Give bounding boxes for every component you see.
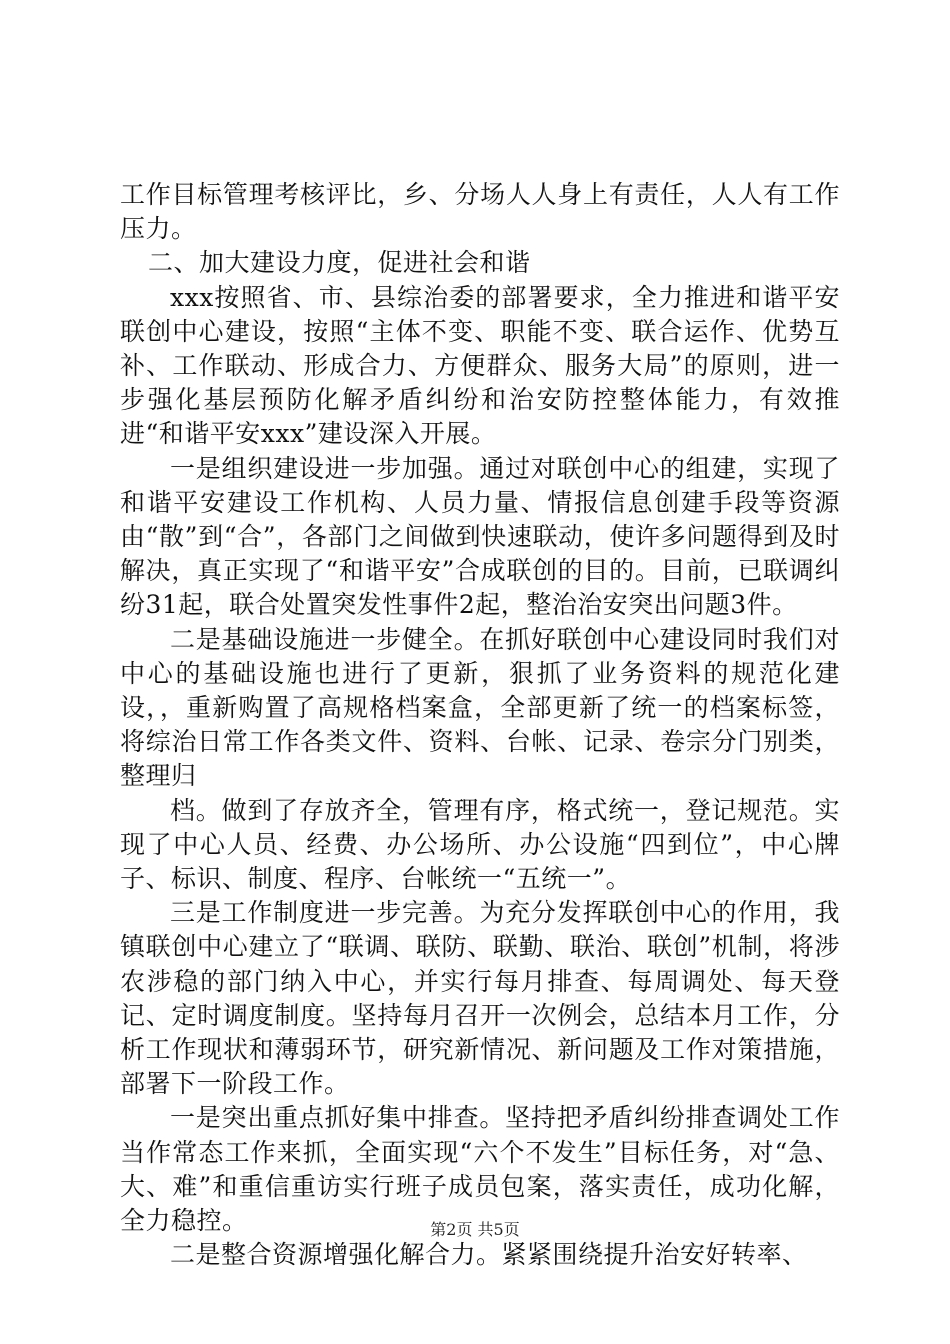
paragraph-resources: 二是整合资源增强化解合力。紧紧围绕提升治安好转率、 [170,1240,808,1270]
paragraph-investigation: 一是突出重点抓好集中排查。坚持把矛盾纠纷排查调处工作当作常态工作来抓，全面实现“六个不发生”目标任务，对“急、大、难”和重信重访实行班子成员包案，落实责任，成功化解，全力稳控。 [120,1103,840,1236]
paragraph-organization: 一是组织建设进一步加强。通过对联创中心的组建，实现了和谐平安建设工作机构、人员力量、情报信息创建手段等资源由“散”到“合”，各部门之间做到快速联动，使许多问题得到及时解决，真正实现了“和谐平安”合成联创的目的。目前，已联调纠纷31起，联合处置突发性事件2起，整治治安突出问题3件。 [120,453,840,620]
paragraph-infrastructure: 二是基础设施进一步健全。在抓好联创中心建设同时我们对中心的基础设施也进行了更新，狠抓了业务资料的规范化建设，，重新购置了高规格档案盒，全部更新了统一的档案标签，将综治日常工作各类文件、资料、台帐、记录、卷宗分门别类，整理归 [120,624,840,791]
section-heading: 二、加大建设力度，促进社会和谐 [148,248,531,278]
document-body [120,178,840,1273]
paragraph-archive: 档。做到了存放齐全，管理有序，格式统一，登记规范。实现了中心人员、经费、办公场所、办公设施“四到位”，中心牌子、标识、制度、程序、台帐统一“五统一”。 [120,795,840,894]
page-footer: 第2页 共5页 [430,1220,520,1239]
paragraph-continuation: 工作目标管理考核评比，乡、分场人人身上有责任，人人有工作压力。 [120,180,840,244]
paragraph-system: 三是工作制度进一步完善。为充分发挥联创中心的作用，我镇联创中心建立了“联调、联防、联勤、联治、联创”机制，将涉农涉稳的部门纳入中心，并实行每月排查、每周调处、每天登记、定时调度制度。坚持每月召开一次例会，总结本月工作，分析工作现状和薄弱环节，研究新情况、新问题及工作对策措施，部署下一阶段工作。 [120,898,840,1099]
paragraph-intro: xxx按照省、市、县综治委的部署要求，全力推进和谐平安联创中心建设，按照“主体不变、职能不变、联合运作、优势互补、工作联动、形成合力、方便群众、服务大局”的原则，进一步强化基层预防化解矛盾纠纷和治安防控整体能力，有效推进“和谐平安xxx”建设深入开展。 [120,282,840,449]
